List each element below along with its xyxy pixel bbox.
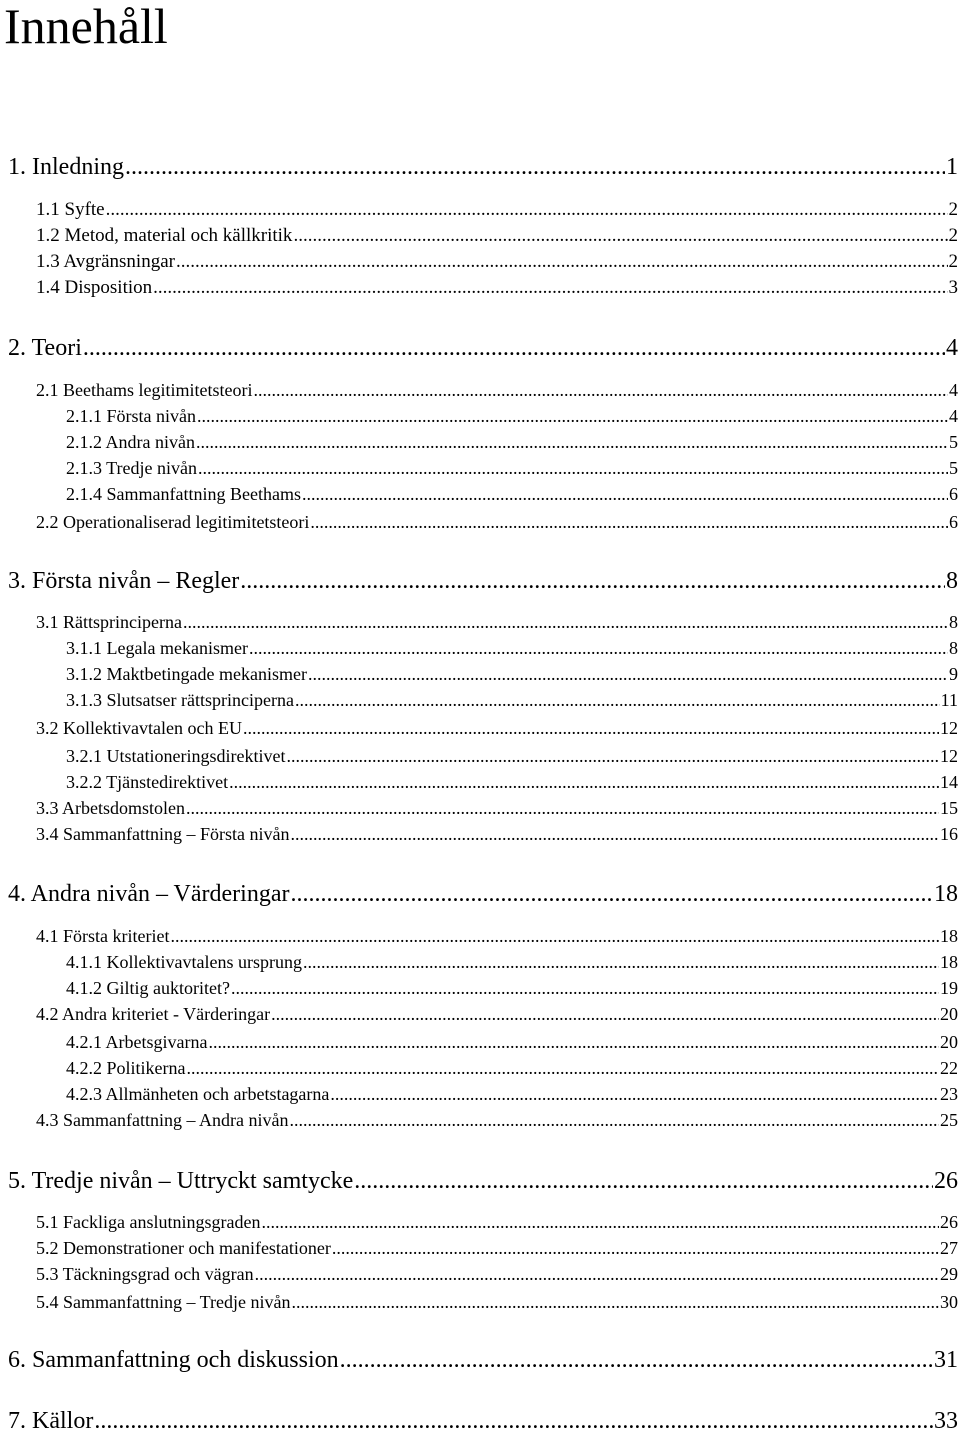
- dot-leader: [354, 1166, 933, 1196]
- toc-entry-title: 2.1.1 Första nivån: [66, 406, 196, 426]
- toc-page-number: 26: [934, 1168, 958, 1194]
- toc-entry[interactable]: [36, 822, 958, 846]
- toc-entry-title: 3. Första nivån – Regler: [8, 568, 240, 594]
- toc-page-number: 22: [940, 1058, 958, 1078]
- toc-entry[interactable]: [36, 1210, 958, 1234]
- toc-entry[interactable]: [36, 378, 958, 402]
- toc-entry[interactable]: [66, 976, 958, 1000]
- toc-entry[interactable]: [36, 224, 958, 248]
- toc-page-number: 18: [940, 926, 958, 946]
- toc-entry-title: 1.4 Disposition: [36, 277, 153, 298]
- toc-entry[interactable]: [36, 924, 958, 948]
- toc-entry-title: 4. Andra nivån – Värderingar: [8, 881, 290, 907]
- toc-page-number: 4: [949, 380, 958, 400]
- toc-entry-title: 5.4 Sammanfattning – Tredje nivån: [36, 1292, 291, 1312]
- toc-entry-title: 3.1 Rättsprinciperna: [36, 612, 182, 632]
- toc-chapter-entry[interactable]: [8, 152, 958, 182]
- dot-leader: [187, 1056, 940, 1080]
- toc-page-number: 23: [940, 1084, 958, 1104]
- toc-page-number: 1: [946, 154, 958, 180]
- dot-leader: [183, 610, 948, 634]
- toc-page-number: 5: [949, 432, 958, 452]
- toc-entry-title: 1.1 Syfte: [36, 199, 105, 220]
- toc-entry-title: 1. Inledning: [8, 154, 124, 180]
- toc-entry-title: 1.2 Metod, material och källkritik: [36, 225, 293, 246]
- toc-entry-title: 4.1.1 Kollektivavtalens ursprung: [66, 952, 302, 972]
- dot-leader: [295, 688, 940, 712]
- toc-page-number: 20: [940, 1032, 958, 1052]
- toc-entry[interactable]: [36, 1108, 958, 1132]
- dot-leader: [208, 1030, 939, 1054]
- dot-leader: [198, 456, 948, 480]
- toc-entry-title: 4.2 Andra kriteriet - Värderingar: [36, 1004, 271, 1024]
- dot-leader: [240, 566, 945, 596]
- toc-chapter-entry[interactable]: [8, 879, 958, 909]
- toc-page-number: 19: [940, 978, 958, 998]
- toc-entry-title: 2.2 Operationaliserad legitimitetsteori: [36, 512, 310, 532]
- toc-page-number: 20: [940, 1004, 958, 1024]
- toc-entry[interactable]: [66, 456, 958, 480]
- toc-entry-title: 5.1 Fackliga anslutningsgraden: [36, 1212, 261, 1232]
- toc-entry[interactable]: [36, 1002, 958, 1026]
- dot-leader: [197, 404, 948, 428]
- toc-entry[interactable]: [36, 716, 958, 740]
- toc-page-number: 15: [940, 798, 958, 818]
- toc-page-number: 4: [949, 406, 958, 426]
- toc-entry[interactable]: [66, 404, 958, 428]
- toc-entry-title: 2.1.3 Tredje nivån: [66, 458, 198, 478]
- toc-page-number: 33: [934, 1408, 958, 1434]
- toc-chapter-entry[interactable]: [8, 1406, 958, 1436]
- toc-chapter-entry[interactable]: [8, 333, 958, 363]
- toc-entry-title: 6. Sammanfattning och diskussion: [8, 1347, 339, 1373]
- dot-leader: [330, 1082, 939, 1106]
- toc-entry-title: 5.3 Täckningsgrad och vägran: [36, 1264, 254, 1284]
- toc-page-number: 9: [949, 664, 958, 684]
- toc-entry[interactable]: [66, 770, 958, 794]
- toc-entry[interactable]: [66, 636, 958, 660]
- dot-leader: [290, 822, 939, 846]
- toc-entry[interactable]: [66, 1056, 958, 1080]
- page-title: Innehåll: [4, 0, 168, 54]
- toc-entry-title: 3.3 Arbetsdomstolen: [36, 798, 185, 818]
- toc-entry-title: 2. Teori: [8, 335, 82, 361]
- toc-page-number: 8: [949, 638, 958, 658]
- toc-entry[interactable]: [36, 198, 958, 222]
- toc-entry-title: 2.1.4 Sammanfattning Beethams: [66, 484, 301, 504]
- dot-leader: [243, 716, 939, 740]
- toc-entry[interactable]: [66, 950, 958, 974]
- toc-page-number: 5: [949, 458, 958, 478]
- toc-page-number: 30: [940, 1292, 958, 1312]
- toc-page-number: 18: [940, 952, 958, 972]
- dot-leader: [308, 662, 948, 686]
- toc-entry[interactable]: [66, 688, 958, 712]
- toc-entry[interactable]: [36, 1262, 958, 1286]
- dot-leader: [231, 976, 939, 1000]
- toc-entry-title: 4.2.3 Allmänheten och arbetstagarna: [66, 1084, 330, 1104]
- toc-entry-title: 4.1 Första kriteriet: [36, 926, 170, 946]
- toc-page-number: 31: [934, 1347, 958, 1373]
- toc-chapter-entry[interactable]: [8, 1166, 958, 1196]
- toc-entry-title: 5.2 Demonstrationer och manifestationer: [36, 1238, 331, 1258]
- toc-page-number: 25: [940, 1110, 958, 1130]
- toc-page-number: 8: [946, 568, 958, 594]
- dot-leader: [289, 1108, 939, 1132]
- toc-page-number: 2: [948, 251, 958, 272]
- toc-entry-title: 3.2 Kollektivavtalen och EU: [36, 718, 242, 738]
- toc-entry[interactable]: [36, 250, 958, 274]
- toc-page-number: 2: [948, 199, 958, 220]
- toc-entry-title: 4.2.2 Politikerna: [66, 1058, 186, 1078]
- toc-entry-title: 3.1.1 Legala mekanismer: [66, 638, 248, 658]
- toc-entry-title: 3.2.1 Utstationeringsdirektivet: [66, 746, 286, 766]
- toc-entry[interactable]: [36, 510, 958, 534]
- dot-leader: [83, 333, 945, 363]
- toc-page-number: 4: [946, 335, 958, 361]
- toc-entry[interactable]: [36, 1236, 958, 1260]
- dot-leader: [125, 152, 945, 182]
- toc-entry-title: 5. Tredje nivån – Uttryckt samtycke: [8, 1168, 354, 1194]
- toc-entry-title: 7. Källor: [8, 1408, 94, 1434]
- toc-page-number: 12: [940, 718, 958, 738]
- toc-page-number: 12: [940, 746, 958, 766]
- dot-leader: [340, 1345, 933, 1375]
- toc-page-number: 29: [940, 1264, 958, 1284]
- toc-entry-title: 4.3 Sammanfattning – Andra nivån: [36, 1110, 289, 1130]
- toc-entry[interactable]: [36, 796, 958, 820]
- toc-entry-title: 3.1.2 Maktbetingade mekanismer: [66, 664, 307, 684]
- toc-page-number: 2: [948, 225, 958, 246]
- toc-entry[interactable]: [66, 744, 958, 768]
- toc-entry-title: 2.1.2 Andra nivån: [66, 432, 195, 452]
- toc-entry[interactable]: [66, 430, 958, 454]
- toc-entry[interactable]: [36, 276, 958, 300]
- dot-leader: [253, 378, 948, 402]
- toc-entry[interactable]: [66, 1030, 958, 1054]
- toc-page-number: 26: [940, 1212, 958, 1232]
- toc-entry-title: 3.2.2 Tjänstedirektivet: [66, 772, 229, 792]
- toc-page-number: 6: [949, 484, 958, 504]
- dot-leader: [310, 510, 948, 534]
- dot-leader: [293, 224, 947, 248]
- toc-entry-title: 3.1.3 Slutsatser rättsprinciperna: [66, 690, 294, 710]
- dot-leader: [286, 744, 939, 768]
- toc-entry[interactable]: [36, 1290, 958, 1314]
- dot-leader: [186, 796, 939, 820]
- dot-leader: [176, 250, 948, 274]
- toc-page-number: 16: [940, 824, 958, 844]
- dot-leader: [153, 276, 947, 300]
- toc-page-number: 3: [948, 277, 958, 298]
- dot-leader: [332, 1236, 939, 1260]
- toc-entry[interactable]: [66, 482, 958, 506]
- toc-entry[interactable]: [36, 610, 958, 634]
- dot-leader: [229, 770, 939, 794]
- toc-page-number: 8: [949, 612, 958, 632]
- toc-page-number: 11: [940, 690, 958, 710]
- dot-leader: [170, 924, 939, 948]
- toc-entry-title: 4.1.2 Giltig auktoritet?: [66, 978, 230, 998]
- toc-chapter-entry[interactable]: [8, 566, 958, 596]
- dot-leader: [303, 950, 939, 974]
- dot-leader: [94, 1406, 933, 1436]
- toc-page-number: 18: [934, 881, 958, 907]
- dot-leader: [271, 1002, 939, 1026]
- dot-leader: [106, 198, 948, 222]
- dot-leader: [302, 482, 948, 506]
- dot-leader: [261, 1210, 939, 1234]
- toc-entry-title: 3.4 Sammanfattning – Första nivån: [36, 824, 290, 844]
- dot-leader: [290, 879, 933, 909]
- dot-leader: [255, 1262, 939, 1286]
- toc-entry-title: 4.2.1 Arbetsgivarna: [66, 1032, 208, 1052]
- dot-leader: [196, 430, 948, 454]
- dot-leader: [291, 1290, 939, 1314]
- toc-page-number: 27: [940, 1238, 958, 1258]
- toc-chapter-entry[interactable]: [8, 1345, 958, 1375]
- toc-entry[interactable]: [66, 662, 958, 686]
- toc-page-number: 14: [940, 772, 958, 792]
- toc-entry-title: 1.3 Avgränsningar: [36, 251, 175, 272]
- toc-page-number: 6: [949, 512, 958, 532]
- toc-entry[interactable]: [66, 1082, 958, 1106]
- dot-leader: [249, 636, 948, 660]
- toc-entry-title: 2.1 Beethams legitimitetsteori: [36, 380, 253, 400]
